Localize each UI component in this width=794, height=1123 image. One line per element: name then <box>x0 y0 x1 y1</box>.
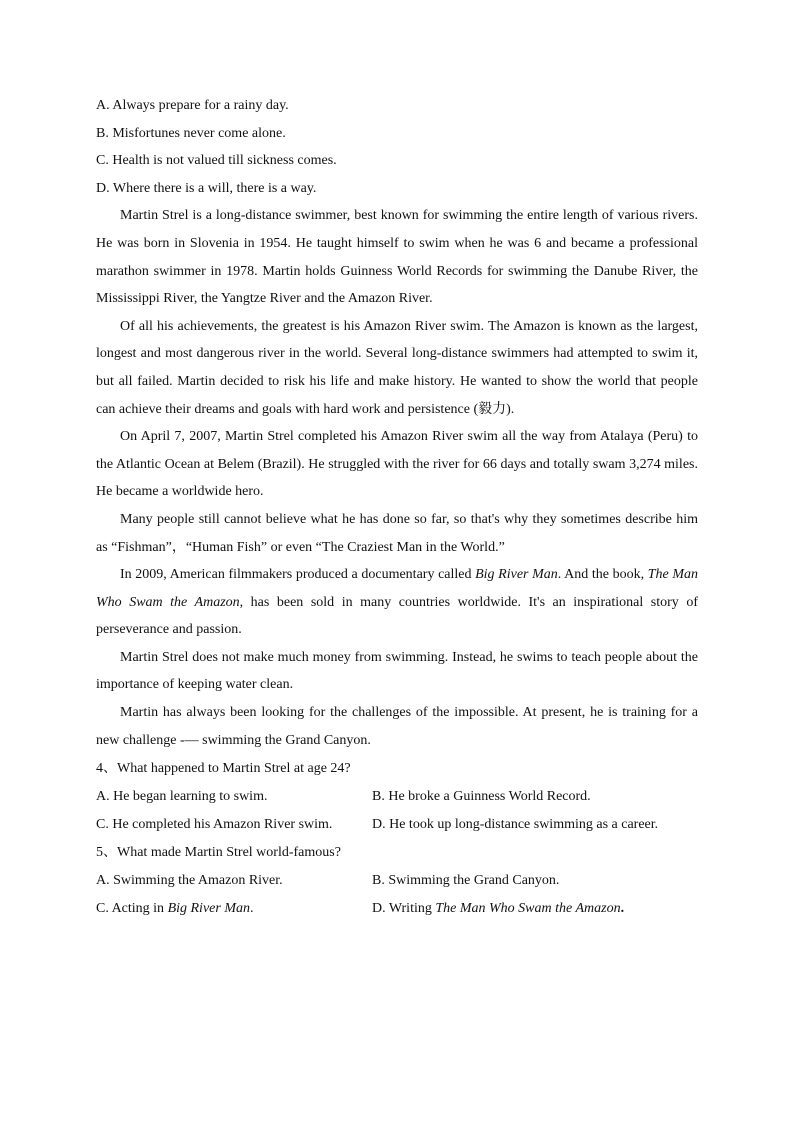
option-b: B. Misfortunes never come alone. <box>96 125 286 141</box>
option-d-title: The Man Who Swam the Amazon <box>435 901 621 917</box>
question-5-row-1 <box>96 867 698 895</box>
option-d-suffix: . <box>620 901 625 917</box>
question-4-option-c: C. He completed his Amazon River swim. <box>96 816 333 832</box>
passage-paragraph-5 <box>96 561 698 644</box>
question-5-option-b: B. Swimming the Grand Canyon. <box>372 873 560 889</box>
question-5-stem: 5、What made Martin Strel world-famous? <box>96 845 341 861</box>
paragraph-5-text-b: . And the book, <box>557 567 648 583</box>
previous-question-options <box>96 92 698 202</box>
documentary-title: Big River Man <box>475 567 558 583</box>
option-c: C. Health is not valued till sickness comes. <box>96 153 337 169</box>
question-4-row-1 <box>96 783 698 811</box>
question-4-row-2 <box>96 811 698 839</box>
option-a: A. Always prepare for a rainy day. <box>96 98 289 113</box>
question-5 <box>96 838 698 922</box>
question-5-row-2 <box>96 895 698 923</box>
question-4-stem: 4、What happened to Martin Strel at age 24? <box>96 761 351 777</box>
reading-passage <box>96 202 698 754</box>
option-c-title: Big River Man <box>167 901 250 917</box>
paragraph-5-text-c: , has been sold in many countries worldwide. It's an inspirational story of perseverance and passion. <box>96 594 698 638</box>
passage-paragraph-1: Martin Strel is a long-distance swimmer, best known for swimming the entire length of various rivers. He was born in Slovenia in 1954. He taught himself to swim when he was 6 and became a professional marathon swimmer in 1978. Martin holds Guinness World Records for swimming the Danube River, the Mississippi River, the Yangtze River and the Amazon River. <box>96 208 698 307</box>
option-c-suffix: . <box>249 901 254 917</box>
option-d-prefix: D. Writing <box>372 901 436 917</box>
option-d: D. Where there is a will, there is a way. <box>96 180 317 196</box>
question-5-option-a: A. Swimming the Amazon River. <box>96 873 283 889</box>
question-4-option-d: D. He took up long-distance swimming as a career. <box>372 816 659 832</box>
question-4 <box>96 754 698 838</box>
question-5-option-d <box>372 895 698 923</box>
question-4-option-a: A. He began learning to swim. <box>96 789 268 805</box>
passage-paragraph-7: Martin has always been looking for the challenges of the impossible. At present, he is training for a new challenge -— swimming the Grand Canyon. <box>96 705 698 748</box>
paragraph-5-text-a: In 2009, American filmmakers produced a documentary called <box>120 567 476 583</box>
option-c-prefix: C. Acting in <box>96 901 168 917</box>
question-4-option-b: B. He broke a Guinness World Record. <box>372 789 591 805</box>
passage-paragraph-3: On April 7, 2007, Martin Strel completed his Amazon River swim all the way from Atalaya (Peru) to the Atlantic Ocean at Belem (Brazil). He struggled with the river for 66 days and totally swam 3,274 miles. He became a worldwide hero. <box>96 429 698 500</box>
book-title: The Man Who Swam the Amazon <box>96 567 698 610</box>
passage-paragraph-2: Of all his achievements, the greatest is his Amazon River swim. The Amazon is known as the largest, longest and most dangerous river in the world. Several long-distance swimmers had attempted to swim it, but all failed. Martin decided to risk his life and make history. He wanted to show the world that people can achieve their dreams and goals with hard work and persistence (毅力). <box>96 318 698 417</box>
passage-paragraph-6: Martin Strel does not make much money from swimming. Instead, he swims to teach people about the importance of keeping water clean. <box>96 649 698 693</box>
passage-paragraph-4: Many people still cannot believe what he has done so far, so that's why they sometimes describe him as “Fishman”，“Human Fish” or even “The Craziest Man in the World.” <box>96 511 698 555</box>
question-5-option-c <box>96 895 372 923</box>
